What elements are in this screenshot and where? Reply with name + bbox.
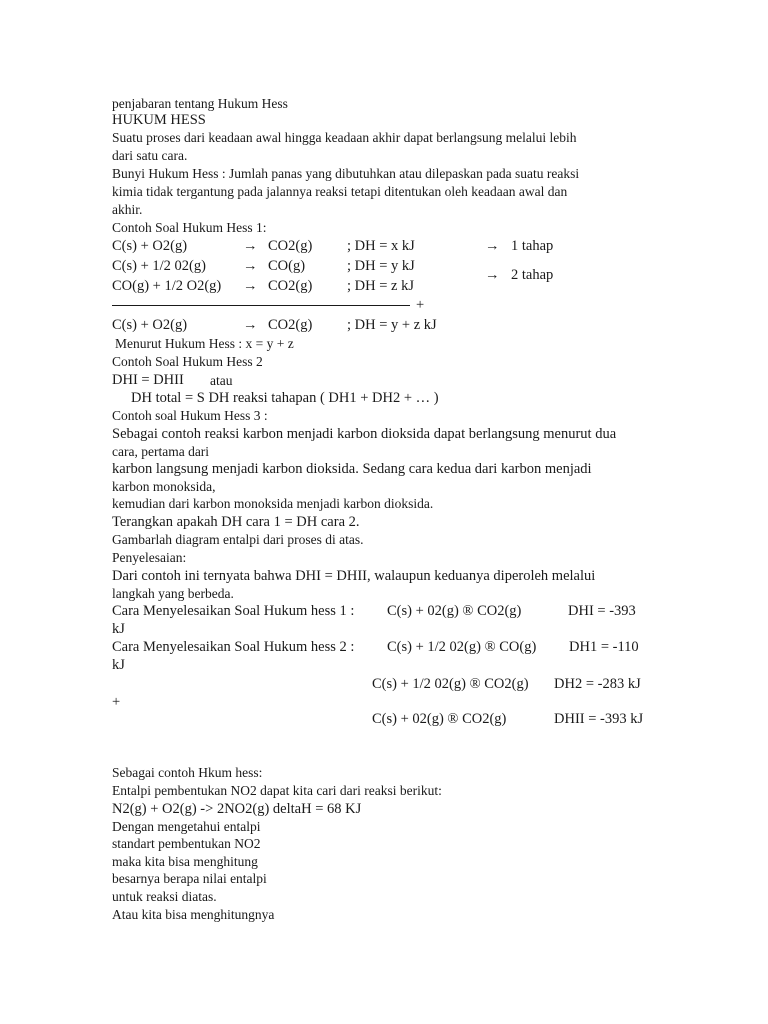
reaction-reactants: CO(g) + 1/2 O2(g) xyxy=(112,278,222,294)
reaction-product: CO2(g) xyxy=(268,317,313,333)
note-text: 2 tahap xyxy=(511,267,554,283)
note-arrow: → xyxy=(485,238,500,254)
definition-line: Suatu proses dari keadaan awal hingga keadaan akhir dapat berlangsung melalui lebih xyxy=(112,130,577,145)
intro-line: penjabaran tentang Hukum Hess xyxy=(112,96,288,111)
example3-body-line: Dari contoh ini ternyata bahwa DHI = DHII, walaupun keduanya diperoleh melalui xyxy=(112,568,596,584)
plus-sign: + xyxy=(416,297,425,313)
solution-label: Cara Menyelesaikan Soal Hukum hess 2 : xyxy=(112,639,355,655)
example1-title: Contoh Soal Hukum Hess 1: xyxy=(112,220,267,235)
example1-conclusion: Menurut Hukum Hess : x = y + z xyxy=(115,336,294,351)
reaction-enthalpy: ; DH = y kJ xyxy=(347,258,415,274)
example3-body-line: kemudian dari karbon monoksida menjadi karbon dioksida. xyxy=(112,496,434,511)
example3-body-line: Penyelesaian: xyxy=(112,550,187,565)
reaction-arrow: → xyxy=(243,317,258,333)
law-statement-line: akhir. xyxy=(112,202,143,217)
solution-enthalpy: DH1 = -110 xyxy=(569,639,639,655)
solution-reaction: C(s) + 02(g) ® CO2(g) xyxy=(387,603,522,619)
example4-line: Entalpi pembentukan NO2 dapat kita cari dari reaksi berikut: xyxy=(112,783,442,798)
example2-title: Contoh Soal Hukum Hess 2 xyxy=(112,354,263,369)
reaction-arrow: → xyxy=(243,258,258,274)
example4-line: untuk reaksi diatas. xyxy=(112,889,217,904)
example4-line: Sebagai contoh Hkum hess: xyxy=(112,765,263,780)
law-statement-line: kimia tidak tergantung pada jalannya reaksi tetapi ditentukan oleh keadaan awal dan xyxy=(112,184,568,199)
example2-connector: atau xyxy=(210,373,233,388)
example3-body-line: Sebagai contoh reaksi karbon menjadi karbon dioksida dapat berlangsung menurut dua xyxy=(112,426,617,442)
reaction-reactants: C(s) + 1/2 02(g) xyxy=(112,258,206,274)
reaction-product: CO2(g) xyxy=(268,238,313,254)
solution-unit: kJ xyxy=(112,657,125,673)
reaction-arrow: → xyxy=(243,238,258,254)
solution-reaction: C(s) + 1/2 02(g) ® CO2(g) xyxy=(372,676,529,692)
example3-body-line: karbon langsung menjadi karbon dioksida. Sedang cara kedua dari karbon menjadi xyxy=(112,461,592,477)
sum-divider-line xyxy=(112,305,410,306)
example4-line: besarnya berapa nilai entalpi xyxy=(112,871,267,886)
example3-body-line: cara, pertama dari xyxy=(112,444,210,459)
example3-body-line: Terangkan apakah DH cara 1 = DH cara 2. xyxy=(112,514,360,530)
definition-line: dari satu cara. xyxy=(112,148,188,163)
reaction-enthalpy: ; DH = x kJ xyxy=(347,238,415,254)
example4-line: maka kita bisa menghitung xyxy=(112,854,258,869)
example4-line: standart pembentukan NO2 xyxy=(112,836,261,851)
solution-label: Cara Menyelesaikan Soal Hukum hess 1 : xyxy=(112,603,355,619)
example2-equation: DHI = DHII xyxy=(112,372,184,388)
solution-reaction: C(s) + 1/2 02(g) ® CO(g) xyxy=(387,639,537,655)
note-text: 1 tahap xyxy=(511,238,554,254)
solution-unit: kJ xyxy=(112,621,125,637)
example2-total: DH total = S DH reaksi tahapan ( DH1 + DH2 + … ) xyxy=(131,390,439,406)
solution-plus-sign: + xyxy=(112,694,121,710)
reaction-product: CO2(g) xyxy=(268,278,313,294)
note-arrow: → xyxy=(485,267,500,283)
example3-body-line: karbon monoksida, xyxy=(112,479,216,494)
solution-enthalpy: DHII = -393 kJ xyxy=(554,711,644,727)
example3-body-line: Gambarlah diagram entalpi dari proses di atas. xyxy=(112,532,364,547)
reaction-reactants: C(s) + O2(g) xyxy=(112,317,188,333)
example4-line: N2(g) + O2(g) -> 2NO2(g) deltaH = 68 KJ xyxy=(112,801,362,817)
reaction-reactants: C(s) + O2(g) xyxy=(112,238,188,254)
reaction-enthalpy: ; DH = z kJ xyxy=(347,278,414,294)
example4-line: Dengan mengetahui entalpi xyxy=(112,819,261,834)
reaction-product: CO(g) xyxy=(268,258,306,274)
law-statement-line: Bunyi Hukum Hess : Jumlah panas yang dibutuhkan atau dilepaskan pada suatu reaksi xyxy=(112,166,580,181)
example3-body-line: langkah yang berbeda. xyxy=(112,586,234,601)
example3-title: Contoh soal Hukum Hess 3 : xyxy=(112,408,268,423)
page-heading: HUKUM HESS xyxy=(112,112,206,128)
reaction-enthalpy: ; DH = y + z kJ xyxy=(347,317,437,333)
solution-enthalpy: DHI = -393 xyxy=(568,603,636,619)
solution-enthalpy: DH2 = -283 kJ xyxy=(554,676,641,692)
reaction-arrow: → xyxy=(243,278,258,294)
example4-line: Atau kita bisa menghitungnya xyxy=(112,907,275,922)
solution-reaction: C(s) + 02(g) ® CO2(g) xyxy=(372,711,507,727)
